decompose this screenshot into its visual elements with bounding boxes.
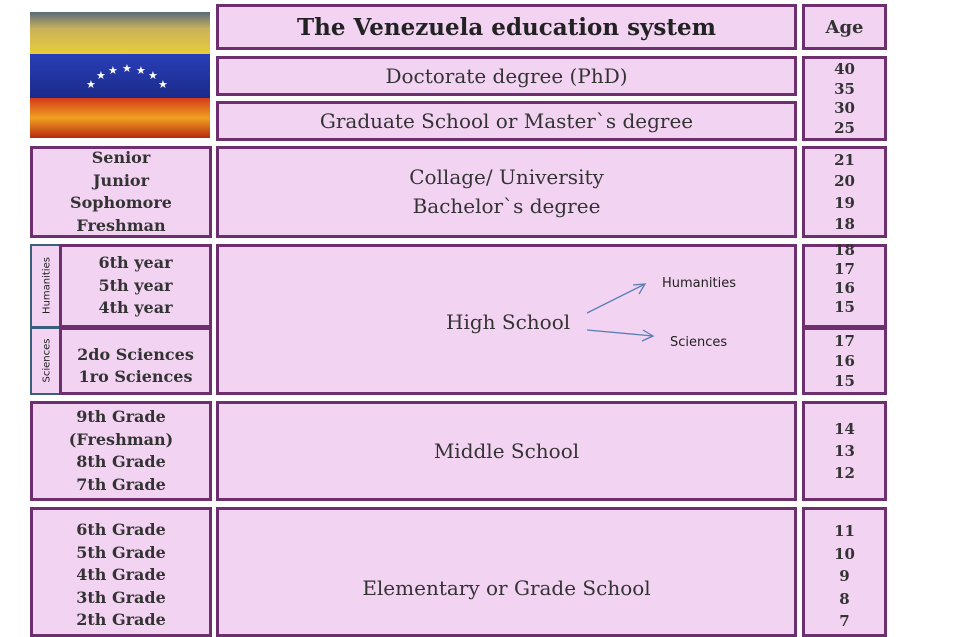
age-value: 8: [839, 589, 850, 608]
age-value: 17: [834, 332, 855, 350]
college-year: Senior: [91, 148, 151, 167]
middle-school-box: [216, 401, 797, 501]
age-value: 20: [834, 172, 855, 191]
age-value: 13: [834, 442, 855, 460]
age-value: 11: [834, 522, 855, 540]
sciences-side-label: Sciences: [41, 338, 53, 383]
age-header-box: [802, 4, 887, 50]
sciences-side-tab: [30, 327, 61, 395]
humanities-year: 5th year: [98, 275, 173, 295]
svg-text:★: ★: [86, 78, 96, 91]
humanities-year: 4th year: [98, 298, 173, 318]
sciences-ages-box: [802, 327, 887, 395]
age-value: 18: [834, 241, 855, 259]
high-school-label: High School: [446, 310, 571, 334]
age-value: 7: [839, 612, 850, 630]
middle-grades-box: [30, 401, 212, 501]
age-value: 14: [834, 420, 855, 438]
svg-text:★: ★: [148, 69, 158, 82]
elementary-box: [216, 507, 797, 637]
sciences-arrow: [587, 330, 653, 336]
age-value: 17: [834, 260, 855, 278]
graduate-label: Graduate School or Master`s degree: [319, 108, 694, 133]
middle-grade: 8th Grade: [76, 452, 166, 471]
branch-arrows: [219, 247, 794, 392]
age-header: Age: [825, 16, 864, 38]
sciences-year: 1ro Sciences: [78, 367, 193, 386]
svg-text:★: ★: [136, 64, 146, 77]
doctorate-box: [216, 56, 797, 96]
age-value: 15: [834, 372, 855, 390]
doctorate-label: Doctorate degree (PhD): [385, 63, 628, 88]
middle-school-label: Middle School: [433, 438, 580, 463]
humanities-arrow: [587, 284, 645, 313]
page-title: The Venezuela education system: [297, 13, 716, 41]
svg-text:★: ★: [108, 64, 118, 77]
age-value: 40: [834, 59, 855, 78]
sciences-years-box: [59, 327, 212, 395]
age-value: 25: [834, 119, 855, 138]
middle-ages-box: [802, 401, 887, 501]
age-value: 21: [834, 150, 855, 169]
humanities-side-label: Humanities: [41, 257, 53, 314]
sciences-year: 2do Sciences: [77, 344, 194, 364]
age-value: 16: [834, 352, 855, 370]
age-value: 10: [834, 544, 855, 563]
graduate-ages-box: [802, 56, 887, 141]
svg-text:★: ★: [122, 62, 132, 75]
college-label: Collage/ University: [409, 165, 604, 189]
humanities-years-box: [59, 244, 212, 328]
elementary-grade: 3th Grade: [76, 587, 166, 607]
svg-text:★: ★: [96, 69, 106, 82]
humanities-side-tab: [30, 244, 61, 328]
elementary-grade: 6th Grade: [76, 520, 166, 539]
graduate-box: [216, 101, 797, 141]
humanities-ages-box: [802, 241, 887, 328]
elementary-grade: 5th Grade: [76, 542, 166, 562]
svg-text:★: ★: [158, 78, 168, 91]
middle-grade: 7th Grade: [76, 474, 166, 494]
humanities-branch-label: Humanities: [662, 276, 736, 291]
college-box: [216, 146, 797, 238]
elementary-ages-box: [802, 507, 887, 637]
elementary-grade: 4th Grade: [76, 565, 166, 584]
age-value: 15: [834, 298, 855, 316]
college-years-box: [30, 146, 212, 238]
venezuela-flag-image: [30, 12, 210, 138]
age-value: 9: [839, 567, 850, 585]
age-value: 16: [834, 279, 855, 297]
humanities-year: 6th year: [98, 253, 173, 273]
elementary-label: Elementary or Grade School: [362, 576, 651, 600]
age-value: 18: [834, 215, 855, 234]
college-ages-box: [802, 146, 887, 238]
bachelor-label: Bachelor`s degree: [412, 194, 601, 218]
college-year: Freshman: [76, 215, 166, 235]
sciences-branch-label: Sciences: [670, 335, 728, 350]
middle-grade: (Freshman): [68, 429, 174, 449]
elementary-grade: 2th Grade: [76, 610, 166, 629]
age-value: 35: [834, 79, 855, 98]
title-box: [216, 4, 797, 50]
middle-grade: 9th Grade: [76, 407, 166, 426]
age-value: 30: [834, 99, 855, 118]
high-school-box: [216, 244, 797, 395]
age-value: 19: [834, 193, 855, 212]
college-year: Junior: [92, 170, 149, 190]
elementary-grades-box: [30, 507, 212, 637]
college-year: Sophomore: [70, 193, 172, 212]
age-value: 12: [834, 464, 855, 482]
